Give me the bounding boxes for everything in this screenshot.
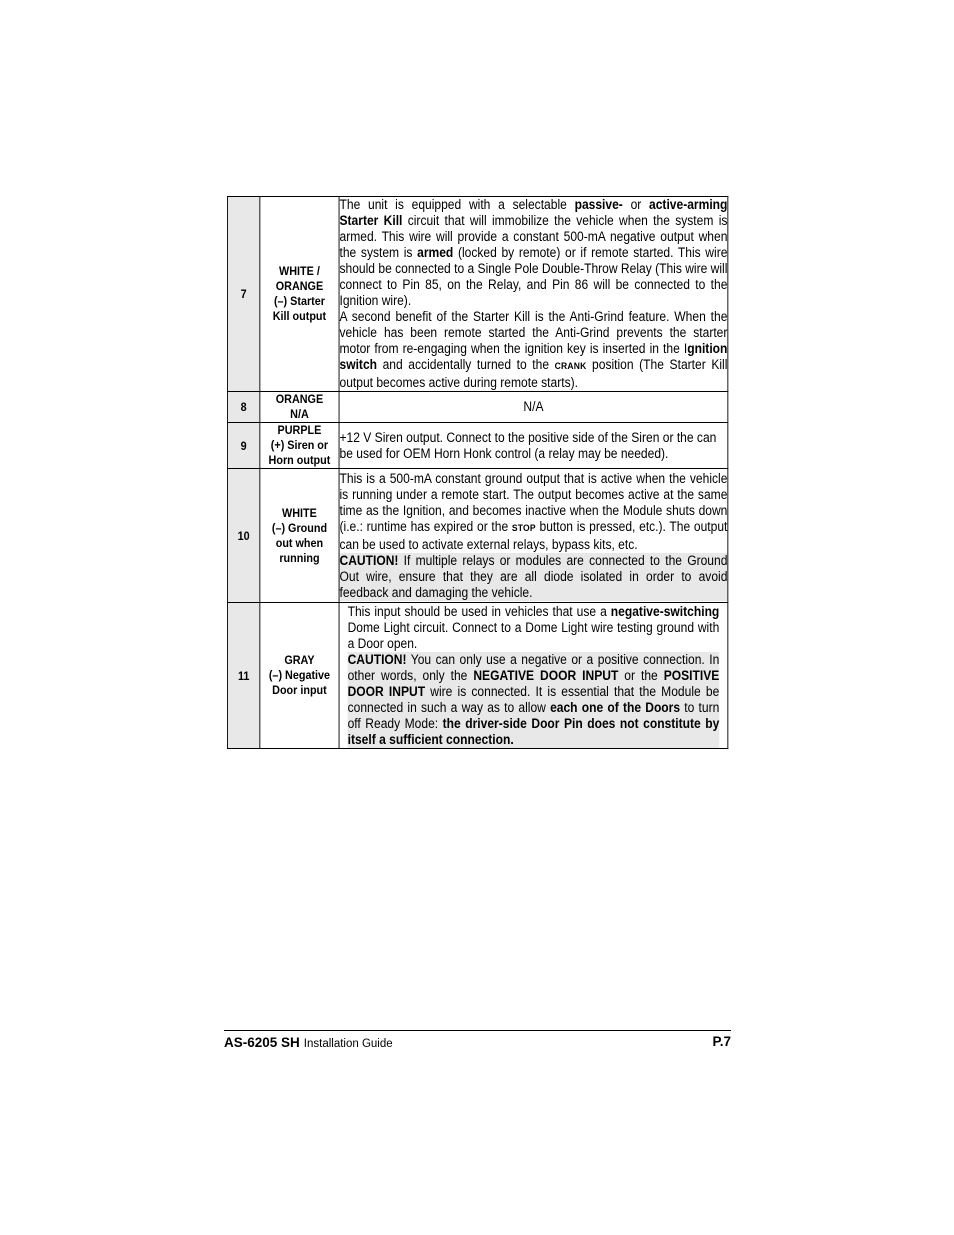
wire-name (260, 469, 339, 603)
wire-name-line: Door input (272, 683, 327, 697)
description-paragraph: This input should be used in vehicles that use a negative-switching Dome Light circuit. Connect to a Dome Light wire testing ground with a Door open. (347, 603, 720, 651)
wire-description: N/A (339, 392, 728, 423)
wire-name-line: out when (275, 535, 324, 550)
table-row (227, 423, 727, 469)
pin-number: 7 (227, 197, 259, 392)
footer-divider (224, 1030, 731, 1031)
description-paragraph: A second benefit of the Starter Kill is the Anti-Grind feature. When the vehicle has been remote started the Anti-Grind prevents the starter motor from re-engaging when the ignition key is inserted in the Ignition switch and accidentally turned to the CRANK position (The Starter Kill output becomes active during remote starts). (339, 309, 728, 390)
wire-name (260, 423, 339, 469)
wire-description (339, 197, 728, 392)
wire-name-line: GRAY (284, 653, 315, 667)
caution-note: CAUTION! If multiple relays or modules are connected to the Ground Out wire, ensure that they are all diode isolated in order to avoid feedback and damaging the vehicle. (339, 552, 728, 600)
wire-name-line: WHITE / (279, 264, 320, 278)
wire-name-line: ORANGE (275, 392, 324, 406)
pin-number: 9 (227, 423, 259, 469)
wire-description (339, 603, 728, 749)
pin-number: 10 (227, 469, 259, 603)
wire-name-line: PURPLE (277, 423, 322, 437)
wire-name (260, 197, 339, 392)
wire-name-line: running (279, 550, 320, 565)
wire-connection-table (227, 196, 728, 749)
wire-name (260, 392, 339, 423)
table-row (227, 197, 727, 392)
wire-name-line: (–) Starter (273, 294, 325, 308)
table-row (227, 469, 727, 603)
model-name: AS-6205 SH (224, 1035, 300, 1050)
wire-name-line: N/A (290, 407, 309, 421)
page-number: P.7 (712, 1034, 731, 1049)
wire-name-line: Kill output (272, 309, 327, 323)
description-paragraph: This is a 500-mA constant ground output that is active when the vehicle is running under a remote start. The output becomes active at the same time as the Ignition, and becomes inactive when the Module shuts down (i.e.: runtime has expired or the STOP button is pressed, etc.). The output can be used to activate external relays, bypass kits, etc. (339, 470, 728, 552)
wire-description (339, 469, 728, 603)
caution-note: CAUTION! You can only use a negative or a positive connection. In other words, only the NEGATIVE DOOR INPUT or the POSITIVE DOOR INPUT wire is connected. It is essential that the Module be connected in such a way as to allow each one of the Doors to turn off Ready Mode: the driver-side Door Pin does not constitute by itself a sufficient connection. (347, 651, 720, 747)
wire-name-line: (–) Negative (268, 668, 331, 682)
table-row (227, 392, 727, 423)
pin-number: 11 (227, 603, 259, 749)
page-footer (224, 1034, 731, 1052)
wire-description: +12 V Siren output. Connect to the positive side of the Siren or the can be used for OEM Horn Honk control (a relay may be needed). (339, 423, 728, 469)
guide-title: Installation Guide (303, 1038, 393, 1050)
wire-name-line: (–) Ground (271, 520, 328, 535)
wire-name-line: Horn output (268, 453, 331, 467)
wire-name-line: (+) Siren or (270, 438, 329, 452)
description-paragraph: The unit is equipped with a selectable passive- or active-arming Starter Kill circuit that will immobilize the vehicle when the system is armed. This wire will provide a constant 500-mA negative output when the system is armed (locked by remote) or if remote started. This wire should be connected to a Single Pole Double-Throw Relay (This wire will connect to Pin 85, on the Relay, and Pin 86 will be connected to the Ignition wire). (339, 197, 728, 308)
wire-name-line: WHITE (282, 505, 317, 520)
wire-name (260, 603, 339, 749)
wire-name-line: ORANGE (275, 279, 324, 293)
table-row (227, 603, 727, 749)
pin-number: 8 (227, 392, 259, 423)
